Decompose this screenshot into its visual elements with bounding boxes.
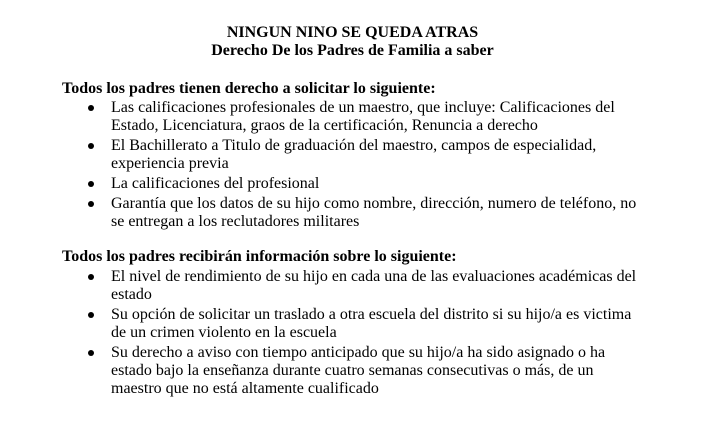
list-item xyxy=(0,137,646,173)
list-item xyxy=(0,175,646,193)
list-item xyxy=(0,268,646,304)
bullet-icon xyxy=(88,350,94,356)
section-heading-request: Todos los padres tienen derecho a solicitar lo siguiente: xyxy=(62,80,436,97)
document-subtitle: Derecho De los Padres de Familia a saber xyxy=(211,42,494,59)
list-item-text: Garantía que los datos de su hijo como nombre, dirección, numero de teléfono, no se entregan a los reclutadores militares xyxy=(111,195,637,230)
list-item-text: El Bachillerato a Titulo de graduación del maestro, campos de especialidad, experiencia previa xyxy=(111,137,597,172)
section-heading-information: Todos los padres recibirán información sobre lo siguiente: xyxy=(62,248,457,265)
list-item-text: Su opción de solicitar un traslado a otra escuela del distrito si su hijo/a es victima de un crimen violento en la escuela xyxy=(111,306,632,341)
document-title: NINGUN NINO SE QUEDA ATRAS xyxy=(226,24,479,41)
list-item xyxy=(0,99,646,135)
bullet-icon xyxy=(88,181,94,187)
bullet-icon xyxy=(88,201,94,207)
request-list xyxy=(0,99,705,233)
bullet-icon xyxy=(88,274,94,280)
bullet-icon xyxy=(88,143,94,149)
list-item-text: Las calificaciones profesionales de un maestro, que incluye: Calificaciones del Estado, Licenciatura, graos de la certificación, Renuncia a derecho xyxy=(111,99,615,134)
list-item xyxy=(0,306,646,342)
list-item-text: La calificaciones del profesional xyxy=(111,175,320,192)
list-item xyxy=(0,344,646,398)
bullet-icon xyxy=(88,105,94,111)
list-item xyxy=(0,195,646,231)
information-list xyxy=(0,268,705,400)
list-item-text: El nivel de rendimiento de su hijo en cada una de las evaluaciones académicas del estado xyxy=(111,268,637,303)
list-item-text: Su derecho a aviso con tiempo anticipado que su hijo/a ha sido asignado o ha estado bajo la enseñanza durante cuatro semanas consecutivas o más, de un maestro que no está altamente cualificado xyxy=(111,344,606,397)
bullet-icon xyxy=(88,312,94,318)
